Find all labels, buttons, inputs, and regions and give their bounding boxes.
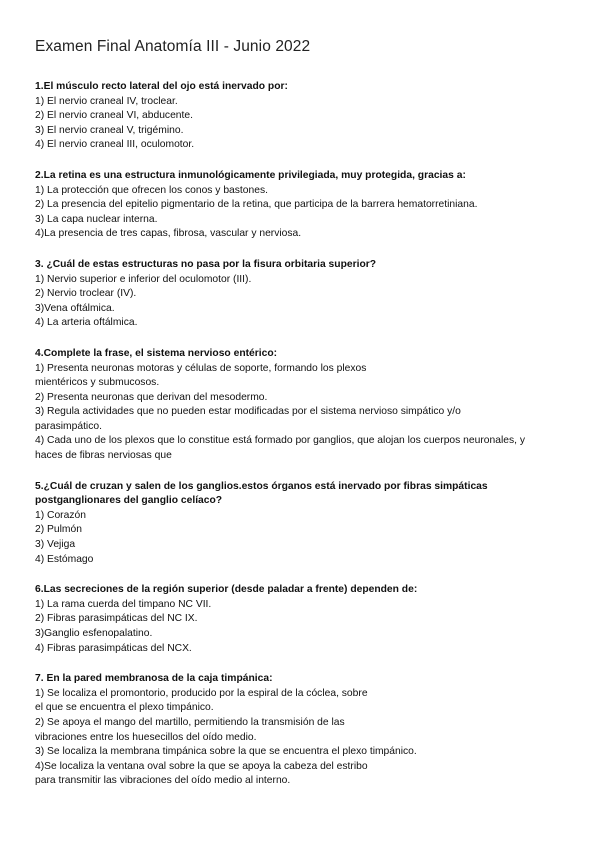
answer-option: 1) Nervio superior e inferior del oculomotor (III). [35,273,252,285]
question-1 [35,80,565,153]
document-title: Examen Final Anatomía III - Junio 2022 [35,38,311,55]
answer-option: para transmitir las vibraciones del oído medio al interno. [35,775,291,787]
answer-option: 3) La capa nuclear interna. [35,213,158,225]
answer-option: haces de fibras nerviosas que [35,450,172,462]
answer-option: parasimpático. [35,420,102,432]
answer-option: 3) El nervio craneal V, trigémino. [35,124,184,136]
question-heading: 4.Complete la frase, el sistema nervioso entérico: [35,347,278,359]
answer-option: 4)Se localiza la ventana oval sobre la que se apoya la cabeza del estribo [35,760,368,772]
question-heading: postganglionares del ganglio celíaco? [35,495,223,507]
answer-option: 3)Vena oftálmica. [35,302,115,314]
answer-option: 4) El nervio craneal III, oculomotor. [35,139,195,151]
question-heading: 2.La retina es una estructura inmunológicamente privilegiada, muy protegida, gracias a: [35,169,466,181]
question-6 [35,583,565,656]
answer-option: 2) Fibras parasimpáticas del NC IX. [35,613,198,625]
answer-option: 4) Fibras parasimpáticas del NCX. [35,642,192,654]
answer-option: 3) Se localiza la membrana timpánica sobre la que se encuentra el plexo timpánico. [35,746,417,758]
answer-option: 2) Se apoya el mango del martillo, permitiendo la transmisión de las [35,716,345,728]
question-7 [35,672,565,789]
answer-option: el que se encuentra el plexo timpánico. [35,702,214,714]
question-heading: 6.Las secreciones de la región superior (desde paladar a frente) dependen de: [35,584,418,596]
answer-option: 3)Ganglio esfenopalatino. [35,628,153,639]
answer-option: 1) El nervio craneal IV, troclear. [35,95,178,107]
answer-option: 2) La presencia del epitelio pigmentario de la retina, que participa de la barrera hematorretiniana. [35,199,478,211]
answer-option: 1) La protección que ofrecen los conos y bastones. [35,184,268,196]
question-heading: 3. ¿Cuál de estas estructuras no pasa por la fisura orbitaria superior? [35,258,377,270]
question-5 [35,480,565,568]
question-3 [35,258,565,331]
answer-option: 4) La arteria oftálmica. [35,317,138,329]
answer-option: vibraciones entre los huesecillos del oído medio. [35,731,257,743]
answer-option: 4) Cada uno de los plexos que lo constitue está formado por ganglios, que alojan los cuerpos neuronales, y [35,435,525,447]
answer-option: 2) Nervio troclear (IV). [35,288,137,300]
answer-option: 4) Estómago [35,553,94,565]
question-heading: 1.El músculo recto lateral del ojo está inervado por: [35,81,288,92]
answer-option: mientéricos y submucosos. [35,377,160,389]
answer-option: 1) Presenta neuronas motoras y células de soporte, formando los plexos [35,362,367,374]
question-list [35,80,565,789]
question-heading: 5.¿Cuál de cruzan y salen de los ganglios.estos órganos está inervado por fibras simpáticas [35,480,488,492]
answer-option: 4)La presencia de tres capas, fibrosa, vascular y nerviosa. [35,228,302,240]
question-heading: 7. En la pared membranosa de la caja timpánica: [35,673,273,685]
question-4 [35,347,565,464]
answer-option: 1) Se localiza el promontorio, producido por la espiral de la cóclea, sobre [35,687,368,699]
answer-option: 2) Presenta neuronas que derivan del mesodermo. [35,391,268,403]
answer-option: 1) Corazón [35,509,86,521]
answer-option: 3) Regula actividades que no pueden estar modificadas por el sistema nervioso simpático y/o [35,406,461,418]
answer-option: 1) La rama cuerda del timpano NC VII. [35,598,212,610]
question-2 [35,169,565,242]
answer-option: 3) Vejiga [35,539,76,551]
answer-option: 2) Pulmón [35,524,82,536]
answer-option: 2) El nervio craneal VI, abducente. [35,110,193,122]
